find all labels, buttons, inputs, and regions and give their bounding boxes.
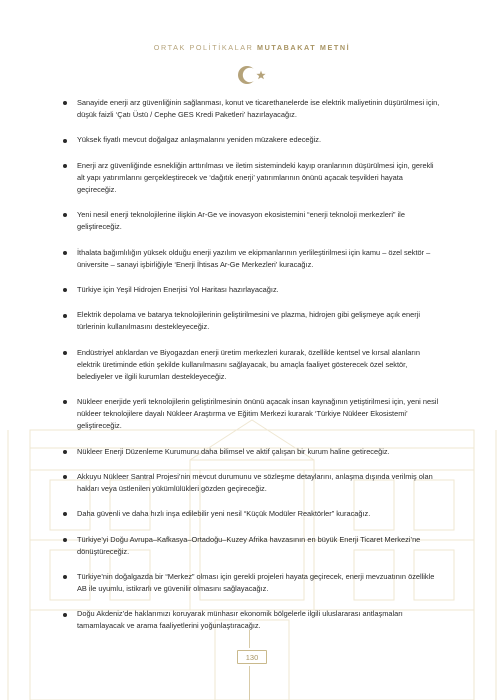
document-body (62, 97, 442, 646)
bullet-dot-icon (63, 314, 67, 318)
list-item-text: Türkiye’yi Doğu Avrupa–Kafkasya–Ortadoğu–Kuzey Afrika havzasının en büyük Enerji Ticaret Merkezi’ne dönüştüreceğiz. (77, 534, 421, 556)
list-item-text: Nükleer enerjide yerli teknolojilerin geliştirilmesinin önünü açacak insan kaynağının yetiştirilmesi için, yeni nesil nükleer teknolojilere dayalı Nükleer Araştırma ve Eğitim Merkezi kurarak ‘Türkiye Nükleer Ekosistemi’ geliştireceğiz. (77, 397, 439, 431)
header-prefix: ORTAK POLİTİKALAR (153, 43, 258, 52)
page-number-rule-bottom (249, 666, 250, 700)
list-item (62, 209, 442, 233)
list-item-text: Türkiye için Yeşil Hidrojen Enerjisi Yol Haritası hazırlayacağız. (77, 284, 279, 294)
list-item (62, 446, 442, 458)
list-item-text: İthalata bağımlılığın yüksek olduğu enerji yazılım ve ekipmanlarının yerlileştirilmesi için kamu – özel sektör – üniversite – sanayi işbirliğiyle ‘Enerji İhtisas Ar-Ge Merkezleri’ kuracağız. (77, 247, 431, 269)
crescent-star-icon (234, 63, 270, 87)
bullet-dot-icon (63, 101, 67, 105)
list-item (62, 160, 442, 196)
bullet-dot-icon (63, 613, 67, 617)
list-item-text: Nükleer Enerji Düzenleme Kurumunu daha bilimsel ve aktif çalışan bir kurum haline getireceğiz. (77, 446, 390, 456)
page-number: 130 (237, 650, 267, 664)
list-item (62, 571, 442, 595)
list-item (62, 508, 442, 520)
list-item (62, 134, 442, 146)
bullet-dot-icon (63, 400, 67, 404)
bullet-dot-icon (63, 251, 67, 255)
list-item-text: Yeni nesil enerji teknolojilerine ilişkin Ar-Ge ve inovasyon ekosistemini “enerji teknoloji merkezleri” ile geliştireceğiz. (77, 210, 405, 232)
header-title: MUTABAKAT METNİ (257, 43, 351, 52)
bullet-dot-icon (63, 164, 67, 168)
bullet-dot-icon (63, 575, 67, 579)
list-item (62, 534, 442, 558)
bullet-dot-icon (63, 213, 67, 217)
list-item (62, 309, 442, 333)
list-item-text: Sanayide enerji arz güvenliğinin sağlanması, konut ve ticarethanelerde ise elektrik maliyetinin düşürülmesi için, düşük faizli ‘Çatı Üstü / Cephe GES Kredi Paketleri’ hazırlayacağız. (77, 98, 440, 119)
list-item (62, 284, 442, 296)
list-item (62, 347, 442, 383)
page-number-rule-top (249, 630, 250, 648)
bullet-dot-icon (63, 450, 67, 454)
bullet-dot-icon (63, 475, 67, 479)
list-item (62, 608, 442, 632)
list-item-text: Daha güvenli ve daha hızlı inşa edilebilir yeni nesil “Küçük Modüler Reaktörler” kuracağız. (77, 509, 371, 519)
list-item (62, 97, 442, 121)
bullet-dot-icon (63, 288, 67, 292)
bullet-dot-icon (63, 351, 67, 355)
list-item (62, 247, 442, 271)
list-item (62, 396, 442, 432)
list-item-text: Enerji arz güvenliğinde esnekliğin arttırılması ve iletim sistemindeki kayıp oranlarının düşürülmesi için, gerekli alt yapı yatırımlarını gerçekleştirecek ve ‘dağıtık enerji’ yatırımlarının önünü açacak teşvikleri hayata geçireceğiz. (77, 160, 434, 194)
bullet-dot-icon (63, 512, 67, 516)
list-item-text: Yüksek fiyatlı mevcut doğalgaz anlaşmalarını yeniden müzakere edeceğiz. (77, 135, 322, 145)
list-item-text: Akkuyu Nükleer Santral Projesi’nin mevcut durumunu ve sözleşme detaylarını, anlaşma dışında verilmiş olan hakları veya üstlenilen yükümlülükleri gözden geçireceğiz. (77, 471, 433, 493)
bullet-dot-icon (63, 139, 67, 143)
list-item-text: Doğu Akdeniz’de haklarımızı koruyarak münhasır ekonomik bölgelerle ilgili uluslararası antlaşmaları tamamlayacak ve arama faaliyetlerini yoğunlaştıracağız. (77, 609, 403, 631)
bullet-list (62, 97, 442, 632)
list-item-text: Türkiye’nin doğalgazda bir “Merkez” olması için gerekli projeleri hayata geçirecek, enerji mevzuatının özellikle AB ile uyumlu, istikrarlı ve güvenilir olmasını sağlayacağız. (77, 572, 435, 594)
list-item (62, 471, 442, 495)
list-item-text: Endüstriyel atıklardan ve Biyogazdan enerji üretim merkezleri kurarak, özellikle kentsel ve kırsal alanların elektrik üretiminde etkin şekilde kullanılmasını sağlayacak, bu amaçla faaliyet gösterecek özel sektör, belediyeler ve ilgili kurumları destekleyeceğiz. (77, 347, 420, 381)
bullet-dot-icon (63, 538, 67, 542)
list-item-text: Elektrik depolama ve batarya teknolojilerinin geliştirilmesini ve plazma, hidrojen gibi gelişmeye açık enerji türlerinin kullanılmasını destekleyeceğiz. (77, 310, 421, 332)
page-header (0, 43, 504, 52)
